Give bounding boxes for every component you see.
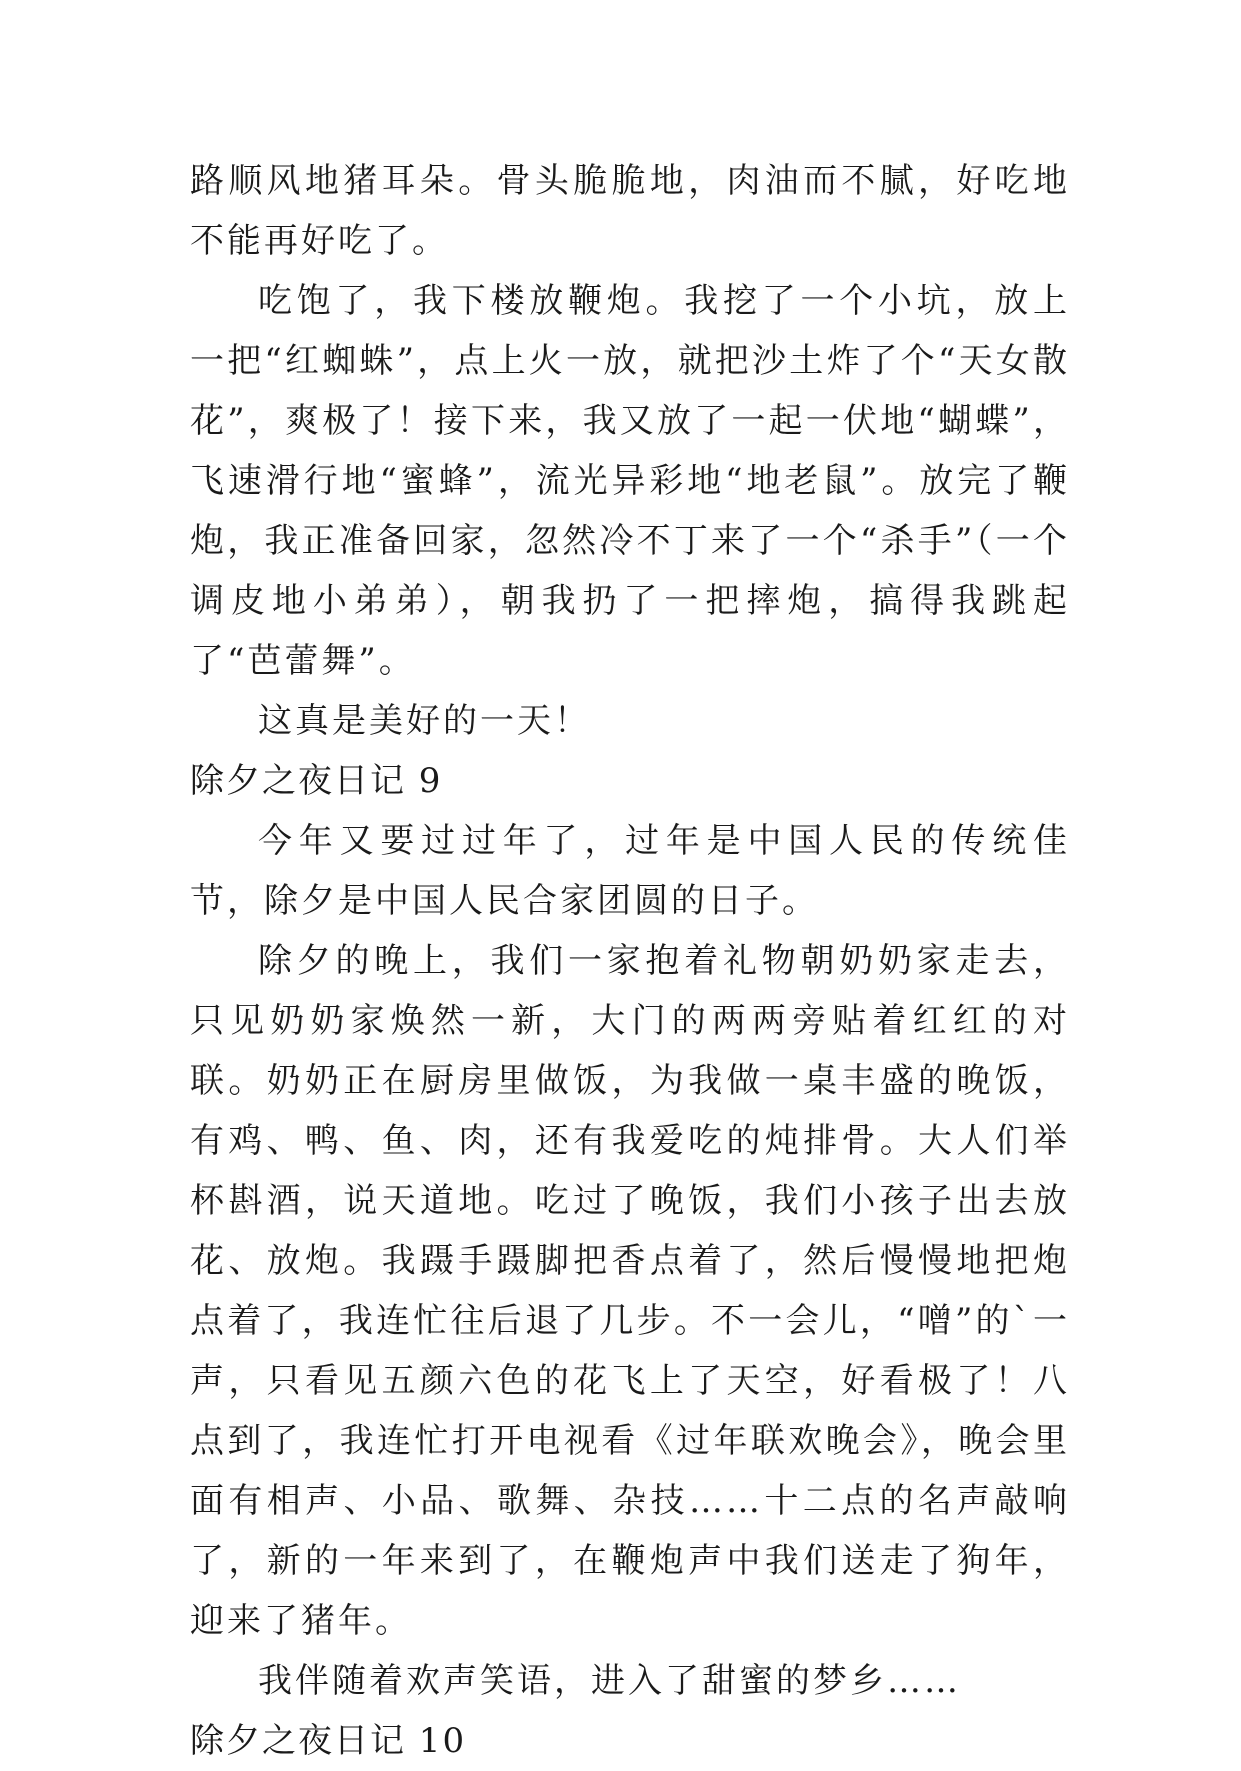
paragraph-3: 这真是美好的一天！: [258, 701, 591, 741]
section-heading-9: 除夕之夜日记 9: [190, 761, 443, 801]
paragraph-1: 路顺风地猪耳朵。骨头脆脆地，肉油而不腻，好吃地不能再好吃了。: [190, 161, 1070, 261]
paragraph-6: 我伴随着欢声笑语，进入了甜蜜的梦乡……: [258, 1661, 961, 1701]
paragraph-2: 吃饱了，我下楼放鞭炮。我挖了一个小坑，放上一把“红蜘蛛”，点上火一放，就把沙土炸了个“天女散花”，爽极了！接下来，我又放了一起一伏地“蝴蝶”，飞速滑行地“蜜蜂”，流光异彩地“地老鼠”。放完了鞭炮，我正准备回家，忽然冷不丁来了一个“杀手”（一个调皮地小弟弟），朝我扔了一把摔炮，搞得我跳起了“芭蕾舞”。: [190, 281, 1070, 681]
paragraph-5: 除夕的晚上，我们一家抱着礼物朝奶奶家走去，只见奶奶家焕然一新，大门的两两旁贴着红红的对联。奶奶正在厨房里做饭，为我做一桌丰盛的晚饭，有鸡、鸭、鱼、肉，还有我爱吃的炖排骨。大人们举杯斟酒，说天道地。吃过了晚饭，我们小孩子出去放花、放炮。我蹑手蹑脚把香点着了，然后慢慢地把炮点着了，我连忙往后退了几步。不一会儿，“噌”的`一声，只看见五颜六色的花飞上了天空，好看极了！八点到了，我连忙打开电视看《过年联欢晚会》，晚会里面有相声、小品、歌舞、杂技……十二点的名声敲响了，新的一年来到了，在鞭炮声中我们送走了狗年，迎来了猪年。: [190, 941, 1070, 1641]
paragraph-4: 今年又要过过年了，过年是中国人民的传统佳节，除夕是中国人民合家团圆的日子。: [190, 821, 1070, 921]
document-body: [190, 151, 1070, 1771]
section-heading-10: 除夕之夜日记 10: [190, 1721, 467, 1761]
